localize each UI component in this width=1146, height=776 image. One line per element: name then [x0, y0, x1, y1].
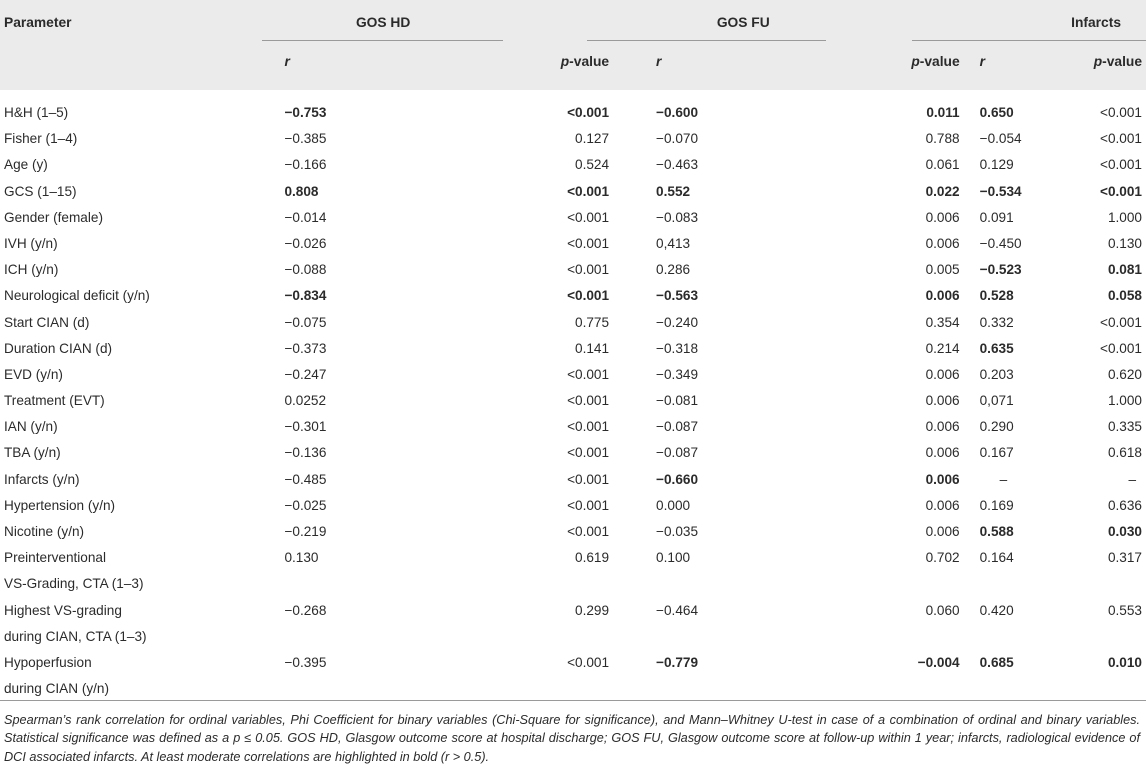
cell-r-gos-hd: 0.130: [284, 550, 319, 566]
cell-p-gos-hd: 0.127: [575, 131, 610, 147]
header-row-sub: [0, 42, 1146, 88]
row-parameter: Preinterventional VS-Grading, CTA (1–3): [4, 550, 144, 592]
cell-p-infarcts: <0.001: [1100, 340, 1142, 356]
cell-p-gos-fu: 0.006: [925, 209, 960, 225]
table-row: [0, 257, 1146, 283]
row-parameter: IVH (y/n): [4, 235, 58, 251]
header-group-infarcts: Infarcts: [1071, 14, 1121, 30]
cell-r-gos-hd: 0.0252: [284, 393, 327, 409]
cell-r-infarcts: 0.332: [979, 314, 1014, 330]
cell-p-gos-hd: <0.001: [567, 445, 610, 461]
cell-r-infarcts: 0.167: [979, 445, 1014, 461]
row-parameter: Treatment (EVT): [4, 393, 105, 409]
table-row: [0, 283, 1146, 309]
cell-p-gos-fu: 0.702: [925, 550, 960, 566]
cell-p-gos-fu: 0.011: [926, 105, 960, 120]
header-r-p-infarcts: r p-value: [979, 53, 1142, 69]
cell-r-infarcts: −0.054: [979, 131, 1022, 147]
header-p-gos-hd: p-value: [560, 53, 610, 69]
cell-p-infarcts: 0.620: [1107, 366, 1142, 382]
cell-r-gos-fu: −0.779: [656, 654, 699, 670]
cell-r-gos-fu: −0.081: [656, 393, 699, 409]
cell-p-gos-hd: <0.001: [567, 209, 610, 225]
table-row: [0, 152, 1146, 178]
cell-r-gos-hd: −0.075: [284, 314, 327, 330]
cell-p-gos-hd: 0.141: [575, 340, 610, 356]
cell-p-infarcts: 0.317: [1107, 550, 1142, 566]
row-parameter: Duration CIAN (d): [4, 340, 113, 356]
table-row: [0, 310, 1146, 336]
header-p-gos-fu: p-value: [911, 53, 960, 69]
cell-r-infarcts: 0.164: [979, 550, 1014, 566]
header-group-gos-fu: GOS FU: [716, 14, 770, 30]
cell-r-gos-fu: 0.100: [656, 550, 691, 566]
cell-p-infarcts: 0.636: [1107, 497, 1142, 513]
cell-p-gos-hd: <0.001: [567, 393, 610, 409]
row-parameter: Gender (female): [4, 209, 103, 225]
cell-p-gos-hd: <0.001: [567, 262, 610, 278]
cell-p-infarcts: <0.001: [1100, 131, 1142, 147]
cell-p-gos-fu: 0.214: [925, 340, 960, 356]
cell-p-gos-fu: −0.004: [917, 654, 960, 670]
row-parameter: ICH (y/n): [4, 262, 59, 278]
cell-r-gos-hd: −0.485: [284, 471, 327, 487]
cell-r-gos-hd: −0.166: [284, 157, 327, 173]
cell-r-gos-hd: −0.753: [284, 105, 327, 120]
cell-p-gos-hd: <0.001: [567, 235, 610, 251]
cell-p-gos-hd: <0.001: [567, 524, 610, 539]
cell-p-gos-hd: <0.001: [567, 105, 610, 120]
cell-r-infarcts: 0.169: [979, 497, 1014, 513]
cell-p-infarcts: 0.553: [1107, 602, 1142, 618]
cell-p-infarcts: 1.000: [1107, 209, 1142, 225]
cell-p-gos-fu: 0.060: [925, 602, 960, 618]
table-row: [0, 650, 1146, 702]
cell-p-gos-hd: <0.001: [567, 471, 610, 487]
table-row: [0, 362, 1146, 388]
cell-r-gos-hd: −0.136: [284, 445, 327, 461]
row-parameter: Nicotine (y/n): [4, 524, 85, 539]
cell-p-gos-fu: 0.006: [925, 471, 960, 487]
row-parameter: Start CIAN (d): [4, 314, 90, 330]
cell-p-infarcts: 0.058: [1107, 288, 1142, 304]
group-underline-gos-hd: [262, 40, 503, 41]
cell-r-gos-fu: 0,413: [656, 235, 691, 251]
cell-r-infarcts: –: [999, 471, 1008, 487]
table-row: [0, 545, 1146, 597]
cell-r-gos-hd: −0.268: [284, 602, 327, 618]
group-underline-infarcts: [912, 40, 1146, 41]
cell-p-gos-fu: 0.022: [925, 183, 960, 199]
cell-p-gos-hd: <0.001: [567, 366, 610, 382]
cell-p-gos-fu: 0.006: [925, 235, 960, 251]
cell-r-gos-hd: −0.301: [284, 419, 327, 435]
cell-p-gos-fu: 0.006: [925, 366, 960, 382]
cell-p-gos-hd: 0.299: [575, 602, 610, 618]
row-parameter: Infarcts (y/n): [4, 471, 80, 487]
row-parameter: IAN (y/n): [4, 419, 58, 435]
cell-p-gos-fu: 0.005: [925, 262, 960, 278]
cell-r-infarcts: 0.091: [979, 209, 1014, 225]
header-group-gos-hd: GOS HD: [355, 14, 411, 30]
table-row: [0, 493, 1146, 519]
cell-r-gos-hd: −0.088: [284, 262, 327, 278]
table-bottom-rule: [0, 700, 1146, 701]
cell-r-infarcts: −0.523: [979, 262, 1022, 278]
cell-r-gos-fu: 0.000: [656, 497, 691, 513]
cell-p-gos-fu: 0.006: [925, 497, 960, 513]
cell-p-gos-fu: 0.006: [925, 524, 960, 539]
cell-r-infarcts: 0.650: [979, 105, 1014, 120]
cell-p-infarcts: 1.000: [1107, 393, 1142, 409]
table-row: [0, 179, 1146, 205]
cell-r-gos-hd: −0.014: [284, 209, 327, 225]
cell-r-infarcts: 0.129: [979, 157, 1014, 173]
cell-r-gos-fu: −0.083: [656, 209, 699, 225]
table-body: [0, 100, 1146, 702]
row-parameter: Neurological deficit (y/n): [4, 288, 150, 304]
cell-r-gos-fu: −0.318: [656, 340, 699, 356]
cell-r-gos-fu: −0.240: [656, 314, 699, 330]
cell-p-infarcts: <0.001: [1100, 157, 1142, 173]
table-row: [0, 388, 1146, 414]
cell-r-gos-fu: −0.349: [656, 366, 699, 382]
cell-r-gos-fu: −0.464: [656, 602, 699, 618]
cell-r-infarcts: −0.450: [979, 235, 1022, 251]
cell-p-infarcts: 0.010: [1107, 654, 1142, 670]
cell-p-gos-fu: 0.788: [925, 131, 960, 147]
table-row: [0, 440, 1146, 466]
row-parameter: Hypoperfusion during CIAN (y/n): [4, 654, 110, 696]
header-parameter: Parameter: [4, 14, 72, 30]
table-row: [0, 100, 1146, 126]
cell-p-infarcts: –: [1128, 471, 1136, 487]
row-parameter: Fisher (1–4): [4, 131, 78, 147]
cell-p-gos-hd: <0.001: [567, 497, 610, 513]
header-row-groups: [0, 0, 1146, 42]
header-r-gos-hd: r: [284, 53, 290, 69]
cell-p-gos-hd: <0.001: [567, 419, 610, 435]
row-parameter: GCS (1–15): [4, 183, 77, 199]
cell-r-gos-fu: −0.600: [656, 105, 699, 120]
cell-r-infarcts: −0.534: [979, 183, 1022, 199]
cell-r-gos-hd: −0.026: [284, 235, 327, 251]
table-row: [0, 598, 1146, 650]
cell-r-gos-fu: −0.563: [656, 288, 699, 304]
cell-p-gos-hd: 0.524: [575, 157, 610, 173]
cell-r-infarcts: 0.685: [979, 654, 1014, 670]
row-parameter: Highest VS-grading during CIAN, CTA (1–3): [4, 602, 147, 644]
table-row: [0, 126, 1146, 152]
cell-p-gos-hd: <0.001: [567, 183, 610, 199]
cell-r-gos-hd: −0.025: [284, 497, 327, 513]
cell-r-gos-fu: −0.070: [656, 131, 699, 147]
group-underline-gos-fu: [587, 40, 826, 41]
cell-r-gos-fu: −0.463: [656, 157, 699, 173]
cell-p-gos-hd: 0.775: [575, 314, 610, 330]
table-row: [0, 519, 1146, 545]
cell-r-gos-hd: −0.219: [284, 524, 327, 539]
cell-r-gos-fu: −0.087: [656, 445, 699, 461]
cell-r-gos-fu: 0.286: [656, 262, 691, 278]
cell-r-infarcts: 0.290: [979, 419, 1014, 435]
cell-r-infarcts: 0,071: [979, 393, 1014, 409]
cell-p-infarcts: 0.030: [1107, 524, 1142, 539]
cell-r-infarcts: 0.420: [979, 602, 1014, 618]
cell-r-gos-hd: −0.373: [284, 340, 327, 356]
cell-r-gos-hd: 0.808: [284, 183, 319, 199]
cell-p-gos-hd: <0.001: [567, 288, 610, 304]
table-row: [0, 205, 1146, 231]
cell-r-gos-hd: −0.834: [284, 288, 327, 304]
header-r-gos-fu: r: [656, 53, 662, 69]
cell-p-infarcts: <0.001: [1100, 105, 1142, 120]
cell-p-infarcts: 0.335: [1107, 419, 1142, 435]
row-parameter: H&H (1–5): [4, 105, 69, 120]
cell-r-infarcts: 0.588: [979, 524, 1014, 539]
cell-r-gos-hd: −0.395: [284, 654, 327, 670]
cell-r-gos-fu: 0.552: [656, 183, 691, 199]
row-parameter: Hypertension (y/n): [4, 497, 116, 513]
cell-p-infarcts: 0.081: [1107, 262, 1142, 278]
cell-p-gos-fu: 0.061: [925, 157, 960, 173]
cell-p-gos-fu: 0.006: [925, 288, 960, 304]
cell-p-infarcts: <0.001: [1100, 183, 1142, 199]
cell-p-gos-fu: 0.006: [925, 419, 960, 435]
cell-r-infarcts: 0.528: [979, 288, 1014, 304]
cell-p-infarcts: 0.618: [1107, 445, 1142, 461]
cell-p-gos-fu: 0.006: [925, 393, 960, 409]
cell-r-gos-fu: −0.087: [656, 419, 699, 435]
cell-p-gos-hd: <0.001: [567, 654, 610, 670]
cell-p-gos-hd: 0.619: [575, 550, 610, 566]
row-parameter: TBA (y/n): [4, 445, 61, 461]
table-row: [0, 414, 1146, 440]
table-row: [0, 231, 1146, 257]
cell-r-gos-hd: −0.385: [284, 131, 327, 147]
cell-r-gos-fu: −0.660: [656, 471, 699, 487]
cell-p-infarcts: 0.130: [1107, 235, 1142, 251]
cell-r-gos-hd: −0.247: [284, 366, 327, 382]
row-parameter: EVD (y/n): [4, 366, 63, 382]
cell-p-gos-fu: 0.354: [925, 314, 960, 330]
table-row: [0, 467, 1146, 493]
cell-r-infarcts: 0.203: [979, 366, 1014, 382]
table-footnote: Spearman’s rank correlation for ordinal variables, Phi Coefficient for binary variables (Chi-Square for significance), and Mann–Whitney U-test in case of a combination of ordinal and binary variables. Statistical significance was defined as a p ≤ 0.05. GOS HD, Glasgow outcome score at hospital discharge; GOS FU, Glasgow outcome score at follow-up within 1 year; infarcts, radiological evidence of DCI associated infarcts. At least moderate correlations are highlighted in bold (r > 0.5).: [4, 713, 1140, 764]
row-parameter: Age (y): [4, 157, 48, 173]
cell-r-gos-fu: −0.035: [656, 524, 699, 539]
cell-p-infarcts: <0.001: [1100, 314, 1142, 330]
cell-r-infarcts: 0.635: [979, 340, 1014, 356]
cell-p-gos-fu: 0.006: [925, 445, 960, 461]
table-row: [0, 336, 1146, 362]
